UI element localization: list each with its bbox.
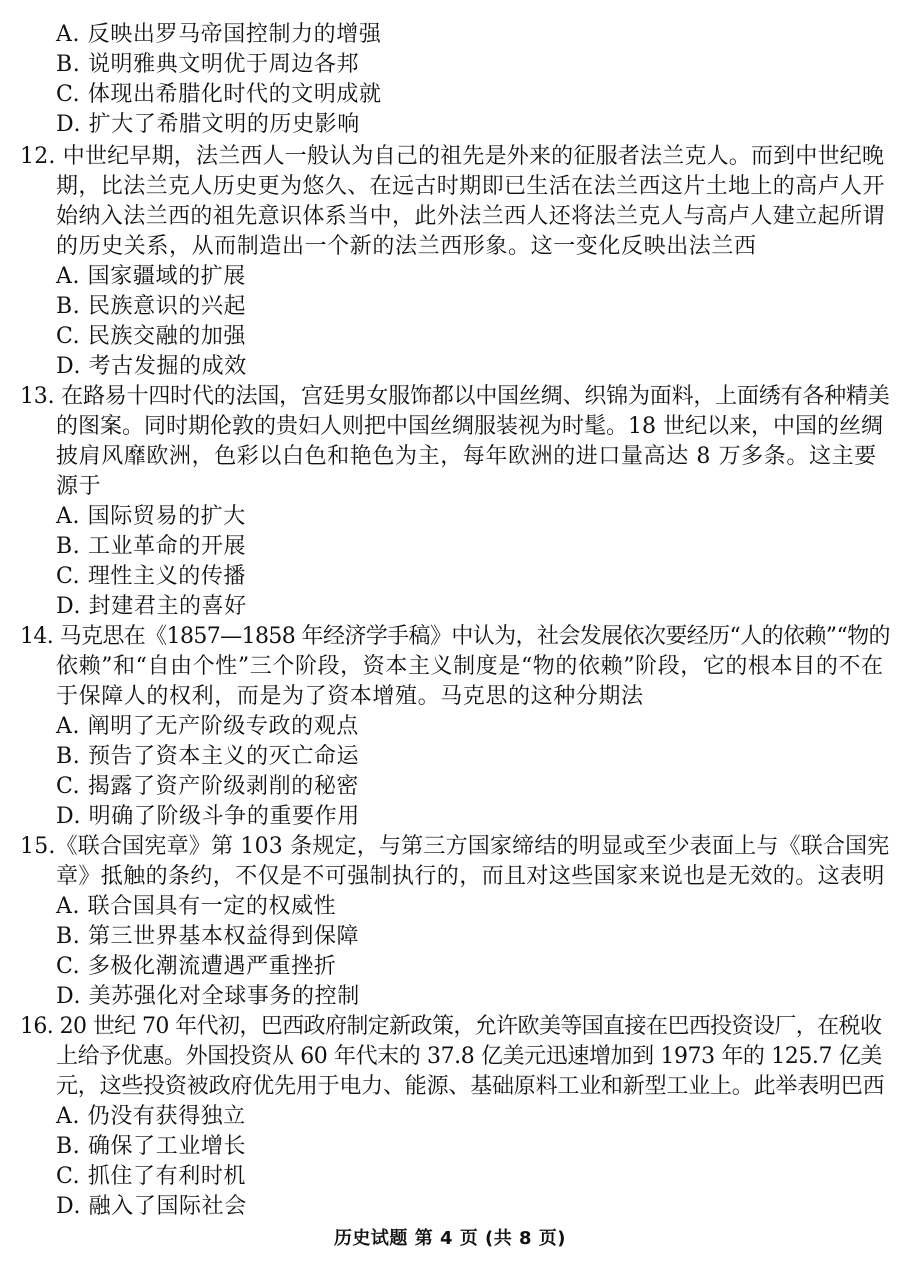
q12-option-a: A. 国家疆域的扩展 bbox=[56, 264, 246, 289]
q11-option-a: A. 反映出罗马帝国控制力的增强 bbox=[56, 22, 382, 47]
q15-option-d: D. 美苏强化对全球事务的控制 bbox=[56, 984, 360, 1009]
q13-option-c: C. 理性主义的传播 bbox=[56, 564, 247, 589]
q16-stem-line-2: 上给予优惠。外国投资从 60 年代末的 37.8 亿美元迅速增加到 1973 年的 125.7 亿美 bbox=[56, 1044, 882, 1069]
q13-option-a: A. 国际贸易的扩大 bbox=[56, 504, 246, 529]
q12-stem-line-4: 的历史关系，从而制造出一个新的法兰西形象。这一变化反映出法兰西 bbox=[56, 234, 757, 259]
q12-option-c: C. 民族交融的加强 bbox=[56, 324, 247, 349]
page-footer: 历史试题 第 4 页 (共 8 页) bbox=[333, 1228, 567, 1249]
q15-option-c: C. 多极化潮流遭遇严重挫折 bbox=[56, 954, 337, 979]
q13-option-b: B. 工业革命的开展 bbox=[56, 534, 247, 559]
q11-option-c: C. 体现出希腊化时代的文明成就 bbox=[56, 82, 382, 107]
q11-option-d: D. 扩大了希腊文明的历史影响 bbox=[56, 112, 360, 137]
q14-option-d: D. 明确了阶级斗争的重要作用 bbox=[56, 804, 360, 829]
q14-option-a: A. 阐明了无产阶级专政的观点 bbox=[56, 714, 359, 739]
q14-stem-line-1: 14. 马克思在《1857—1858 年经济学手稿》中认为，社会发展依次要经历“人的依赖”“物的 bbox=[20, 624, 890, 649]
q16-option-c: C. 抓住了有利时机 bbox=[56, 1164, 247, 1189]
q14-option-c: C. 揭露了资产阶级剥削的秘密 bbox=[56, 774, 360, 799]
q13-stem-line-3: 披肩风靡欧洲，色彩以白色和艳色为主，每年欧洲的进口量高达 8 万多条。这主要 bbox=[56, 444, 877, 469]
q16-stem-line-3: 元，这些投资被政府优先用于电力、能源、基础原料工业和新型工业上。此举表明巴西 bbox=[56, 1074, 885, 1099]
q11-option-b: B. 说明雅典文明优于周边各邦 bbox=[56, 52, 360, 77]
q16-stem-line-1: 16. 20 世纪 70 年代初，巴西政府制定新政策，允许欧美等国直接在巴西投资设厂，在税收 bbox=[20, 1014, 882, 1039]
q12-stem-line-3: 始纳入法兰西的祖先意识体系当中，此外法兰西人还将法兰克人与高卢人建立起所谓 bbox=[56, 204, 885, 229]
q13-stem-line-4: 源于 bbox=[56, 474, 102, 499]
q15-option-b: B. 第三世界基本权益得到保障 bbox=[56, 924, 360, 949]
q13-option-d: D. 封建君主的喜好 bbox=[56, 594, 247, 619]
q12-stem-line-2: 期，比法兰克人历史更为悠久、在远古时期即已生活在法兰西这片土地上的高卢人开 bbox=[56, 174, 885, 199]
q13-stem-line-1: 13. 在路易十四时代的法国，宫廷男女服饰都以中国丝绸、织锦为面料，上面绣有各种精美 bbox=[20, 384, 890, 409]
q14-stem-line-2: 依赖”和“自由个性”三个阶段，资本主义制度是“物的依赖”阶段，它的根本目的不在 bbox=[56, 654, 884, 679]
q12-option-b: B. 民族意识的兴起 bbox=[56, 294, 247, 319]
q12-option-d: D. 考古发掘的成效 bbox=[56, 354, 247, 379]
q14-option-b: B. 预告了资本主义的灭亡命运 bbox=[56, 744, 360, 769]
q12-stem-line-1: 12. 中世纪早期，法兰西人一般认为自己的祖先是外来的征服者法兰克人。而到中世纪晚 bbox=[20, 144, 885, 169]
q13-stem-line-2: 的图案。同时期伦敦的贵妇人则把中国丝绸服装视为时髦。18 世纪以来，中国的丝绸 bbox=[56, 414, 883, 439]
q16-option-b: B. 确保了工业增长 bbox=[56, 1134, 247, 1159]
q15-stem-line-2: 章》抵触的条约，不仅是不可强制执行的，而且对这些国家来说也是无效的。这表明 bbox=[56, 864, 885, 889]
q15-option-a: A. 联合国具有一定的权威性 bbox=[56, 894, 337, 919]
q16-option-d: D. 融入了国际社会 bbox=[56, 1194, 247, 1219]
q15-stem-line-1: 15.《联合国宪章》第 103 条规定，与第三方国家缔结的明显或至少表面上与《联合国宪 bbox=[20, 834, 890, 859]
q16-option-a: A. 仍没有获得独立 bbox=[56, 1104, 246, 1129]
q14-stem-line-3: 于保障人的权利，而是为了资本增殖。马克思的这种分期法 bbox=[56, 684, 644, 709]
